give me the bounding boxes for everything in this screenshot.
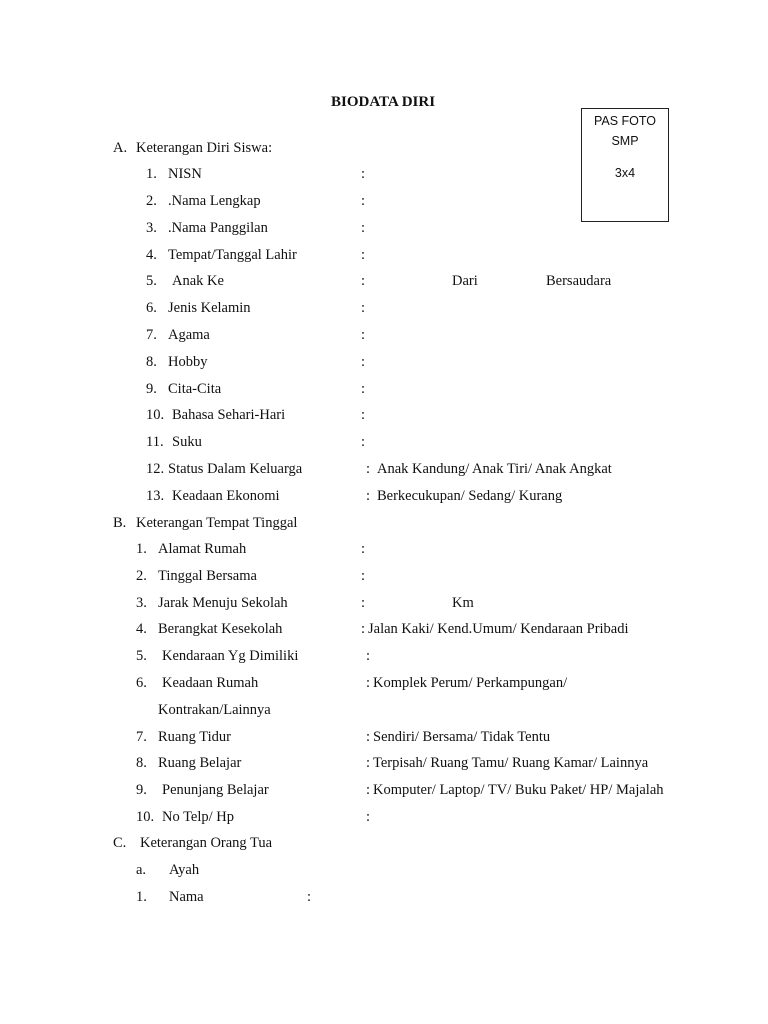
row-number: 2. (146, 193, 157, 209)
row-number: 4. (136, 621, 147, 637)
row-colon: : (361, 381, 366, 397)
row-label: Penunjang Belajar (162, 782, 269, 798)
row-colon: : (366, 675, 371, 691)
row-colon: : (366, 755, 371, 771)
row-label: .Nama Panggilan (168, 220, 268, 236)
row-value: Sendiri/ Bersama/ Tidak Tentu (373, 729, 551, 745)
row-label: Tinggal Bersama (158, 568, 257, 584)
row-label: Agama (168, 327, 210, 343)
row-label: Kendaraan Yg Dimiliki (162, 648, 299, 664)
section-c-title: Keterangan Orang Tua (140, 835, 273, 851)
row-label: Keadaan Ekonomi (172, 488, 280, 504)
row-colon: : (361, 621, 366, 637)
row-label: Hobby (168, 354, 208, 370)
row-number: 6. (136, 675, 147, 691)
row-colon: : (361, 354, 366, 370)
row-number: 3. (146, 220, 157, 236)
section-a-label: A. (113, 140, 128, 156)
row-number: 7. (136, 729, 147, 745)
row-label: Bahasa Sehari-Hari (172, 407, 286, 423)
row-colon: : (361, 407, 366, 423)
row-label: Nama (169, 889, 204, 905)
row-number: 7. (146, 327, 157, 343)
row-colon: : (361, 541, 366, 557)
row-number: 10. (146, 407, 165, 423)
row-label: .Nama Lengkap (168, 193, 261, 209)
row-colon: : (366, 782, 371, 798)
row-number: 1. (136, 889, 147, 905)
photo-box-line2: SMP (611, 134, 639, 148)
subsection-title: Ayah (169, 862, 200, 878)
section-b-title: Keterangan Tempat Tinggal (136, 515, 298, 531)
page-title: BIODATA DIRI (331, 94, 436, 110)
row-number: 8. (136, 755, 147, 771)
row-label: NISN (168, 166, 202, 182)
row-colon: : (361, 220, 366, 236)
section-b-label: B. (113, 515, 127, 531)
row-colon: : (361, 568, 366, 584)
row-colon: : (361, 193, 366, 209)
row-colon: : (366, 729, 371, 745)
row-label: Jarak Menuju Sekolah (158, 595, 288, 611)
row-number: 11. (146, 434, 164, 450)
row-value: Anak Kandung/ Anak Tiri/ Anak Angkat (377, 461, 612, 477)
row-number: 9. (136, 782, 147, 798)
row-value: Berkecukupan/ Sedang/ Kurang (377, 488, 563, 504)
photo-box-line1: PAS FOTO (593, 114, 657, 128)
row-label: Ruang Tidur (158, 729, 231, 745)
section-a-title: Keterangan Diri Siswa: (136, 140, 273, 156)
row-colon: : (366, 488, 371, 504)
row-number: 3. (136, 595, 147, 611)
row-number: 2. (136, 568, 147, 584)
row-number: 9. (146, 381, 157, 397)
row-colon: : (366, 809, 371, 825)
subsection-label: a. (136, 862, 147, 878)
row-value: Jalan Kaki/ Kend.Umum/ Kendaraan Pribadi (368, 621, 629, 637)
row-label: Jenis Kelamin (168, 300, 251, 316)
row-number: 5. (146, 273, 157, 289)
row-label: Keadaan Rumah (162, 675, 259, 691)
row-label: Alamat Rumah (158, 541, 247, 557)
row-number: 10. (136, 809, 155, 825)
row-number: 5. (136, 648, 147, 664)
row-label: Ruang Belajar (158, 755, 242, 771)
row-number: 4. (146, 247, 157, 263)
row-label: Status Dalam Keluarga (168, 461, 303, 477)
row-number: 1. (146, 166, 157, 182)
row-number: 1. (136, 541, 147, 557)
row-label: Tempat/Tanggal Lahir (168, 247, 297, 263)
row-number: 8. (146, 354, 157, 370)
photo-box (581, 108, 669, 222)
row-label: Anak Ke (172, 273, 224, 289)
row-number: 6. (146, 300, 157, 316)
row-value: Komplek Perum/ Perkampungan/ (373, 675, 568, 691)
row-label: No Telp/ Hp (162, 809, 235, 825)
section-c-label: C. (113, 835, 127, 851)
row-colon: : (361, 434, 366, 450)
row-label: Cita-Cita (168, 381, 222, 397)
row-extra-bersaudara: Bersaudara (546, 273, 612, 289)
row-extra-dari: Dari (452, 273, 478, 289)
photo-box-size: 3x4 (614, 166, 636, 180)
row-colon: : (307, 889, 312, 905)
row-colon: : (361, 595, 366, 611)
row-colon: : (361, 300, 366, 316)
row-colon: : (361, 247, 366, 263)
row-colon: : (366, 461, 371, 477)
row-value: Komputer/ Laptop/ TV/ Buku Paket/ HP/ Majalah (373, 782, 664, 798)
row-colon: : (361, 327, 366, 343)
row-colon: : (361, 166, 366, 182)
row-colon: : (361, 273, 366, 289)
row-number: 13. (146, 488, 165, 504)
row-extra-km: Km (452, 595, 474, 611)
row-continuation: Kontrakan/Lainnya (158, 702, 271, 718)
row-colon: : (366, 648, 371, 664)
row-number: 12. (146, 461, 165, 477)
row-label: Suku (172, 434, 202, 450)
row-value: Terpisah/ Ruang Tamu/ Ruang Kamar/ Lainnya (373, 755, 649, 771)
row-label: Berangkat Kesekolah (158, 621, 283, 637)
